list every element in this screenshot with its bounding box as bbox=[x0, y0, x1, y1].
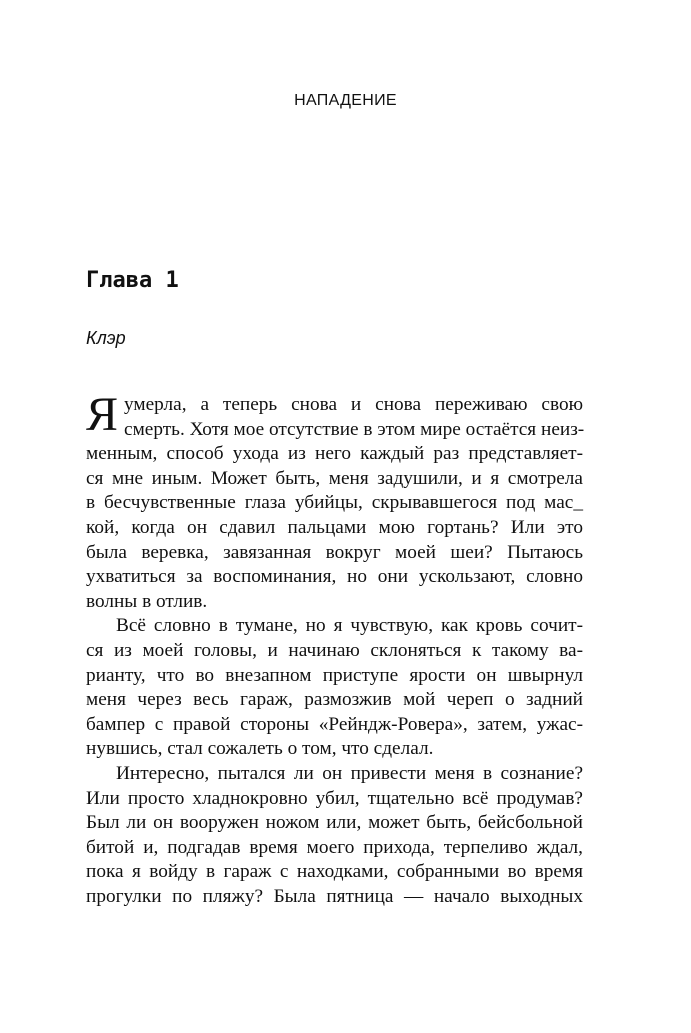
text-line: ся из моей головы, и начинаю склоняться к такому ва- bbox=[86, 639, 583, 661]
text-line: кой, когда он сдавил пальцами мою гортань? Или это bbox=[86, 516, 583, 538]
paragraph-1 bbox=[86, 388, 585, 614]
paragraph-3 bbox=[86, 762, 583, 910]
text-line: нувшись, стал сожалеть о том, что сделал. bbox=[86, 738, 434, 760]
narrator-name: Клэр bbox=[86, 328, 126, 348]
chapter-title: Глава 1 bbox=[86, 268, 179, 293]
text-line: бампер с правой стороны «Рейндж-Ровера», затем, ужас- bbox=[86, 713, 583, 735]
text-line: Или просто хладнокровно убил, тщательно всё продумав? bbox=[86, 787, 583, 809]
text-line: в бесчувственные глаза убийцы, скрывавшегося под мас_ bbox=[86, 492, 583, 514]
paragraph-2 bbox=[86, 614, 583, 762]
text-line: умерла, а теперь снова и снова переживаю свою bbox=[124, 394, 583, 415]
text-line: Был ли он вооружен ножом или, может быть, бейсбольной bbox=[86, 812, 583, 834]
text-line: Всё словно в тумане, но я чувствую, как кровь сочит- bbox=[116, 615, 583, 637]
text-line: смерть. Хотя мое отсутствие в этом мире остаётся неиз- bbox=[124, 418, 585, 440]
text-line: волны в отлив. bbox=[86, 590, 208, 612]
text-line: пока я войду в гараж с находками, собранными во время bbox=[86, 861, 583, 883]
text-line: прогулки по пляжу? Была пятница — начало выходных bbox=[86, 885, 583, 907]
body-text bbox=[86, 388, 585, 909]
text-line: рианту, что во внезапном приступе ярости он швырнул bbox=[86, 664, 583, 686]
running-head: НАПАДЕНИЕ bbox=[294, 92, 397, 109]
text-line: меня через весь гараж, размозжив мой череп о задний bbox=[86, 689, 583, 711]
text-line: битой и, подгадав время моего прихода, терпеливо ждал, bbox=[86, 836, 583, 858]
drop-cap: Я bbox=[86, 388, 119, 441]
text-line: менным, способ ухода из него каждый раз представляет- bbox=[86, 443, 583, 465]
text-line: ухватиться за воспоминания, но они ускользают, словно bbox=[86, 566, 583, 588]
text-line: ся мне иным. Может быть, меня задушили, и я смотрела bbox=[86, 467, 583, 489]
text-line: Интересно, пытался ли он привести меня в сознание? bbox=[116, 762, 583, 784]
text-line: была веревка, завязанная вокруг моей шеи? Пытаюсь bbox=[86, 541, 583, 563]
